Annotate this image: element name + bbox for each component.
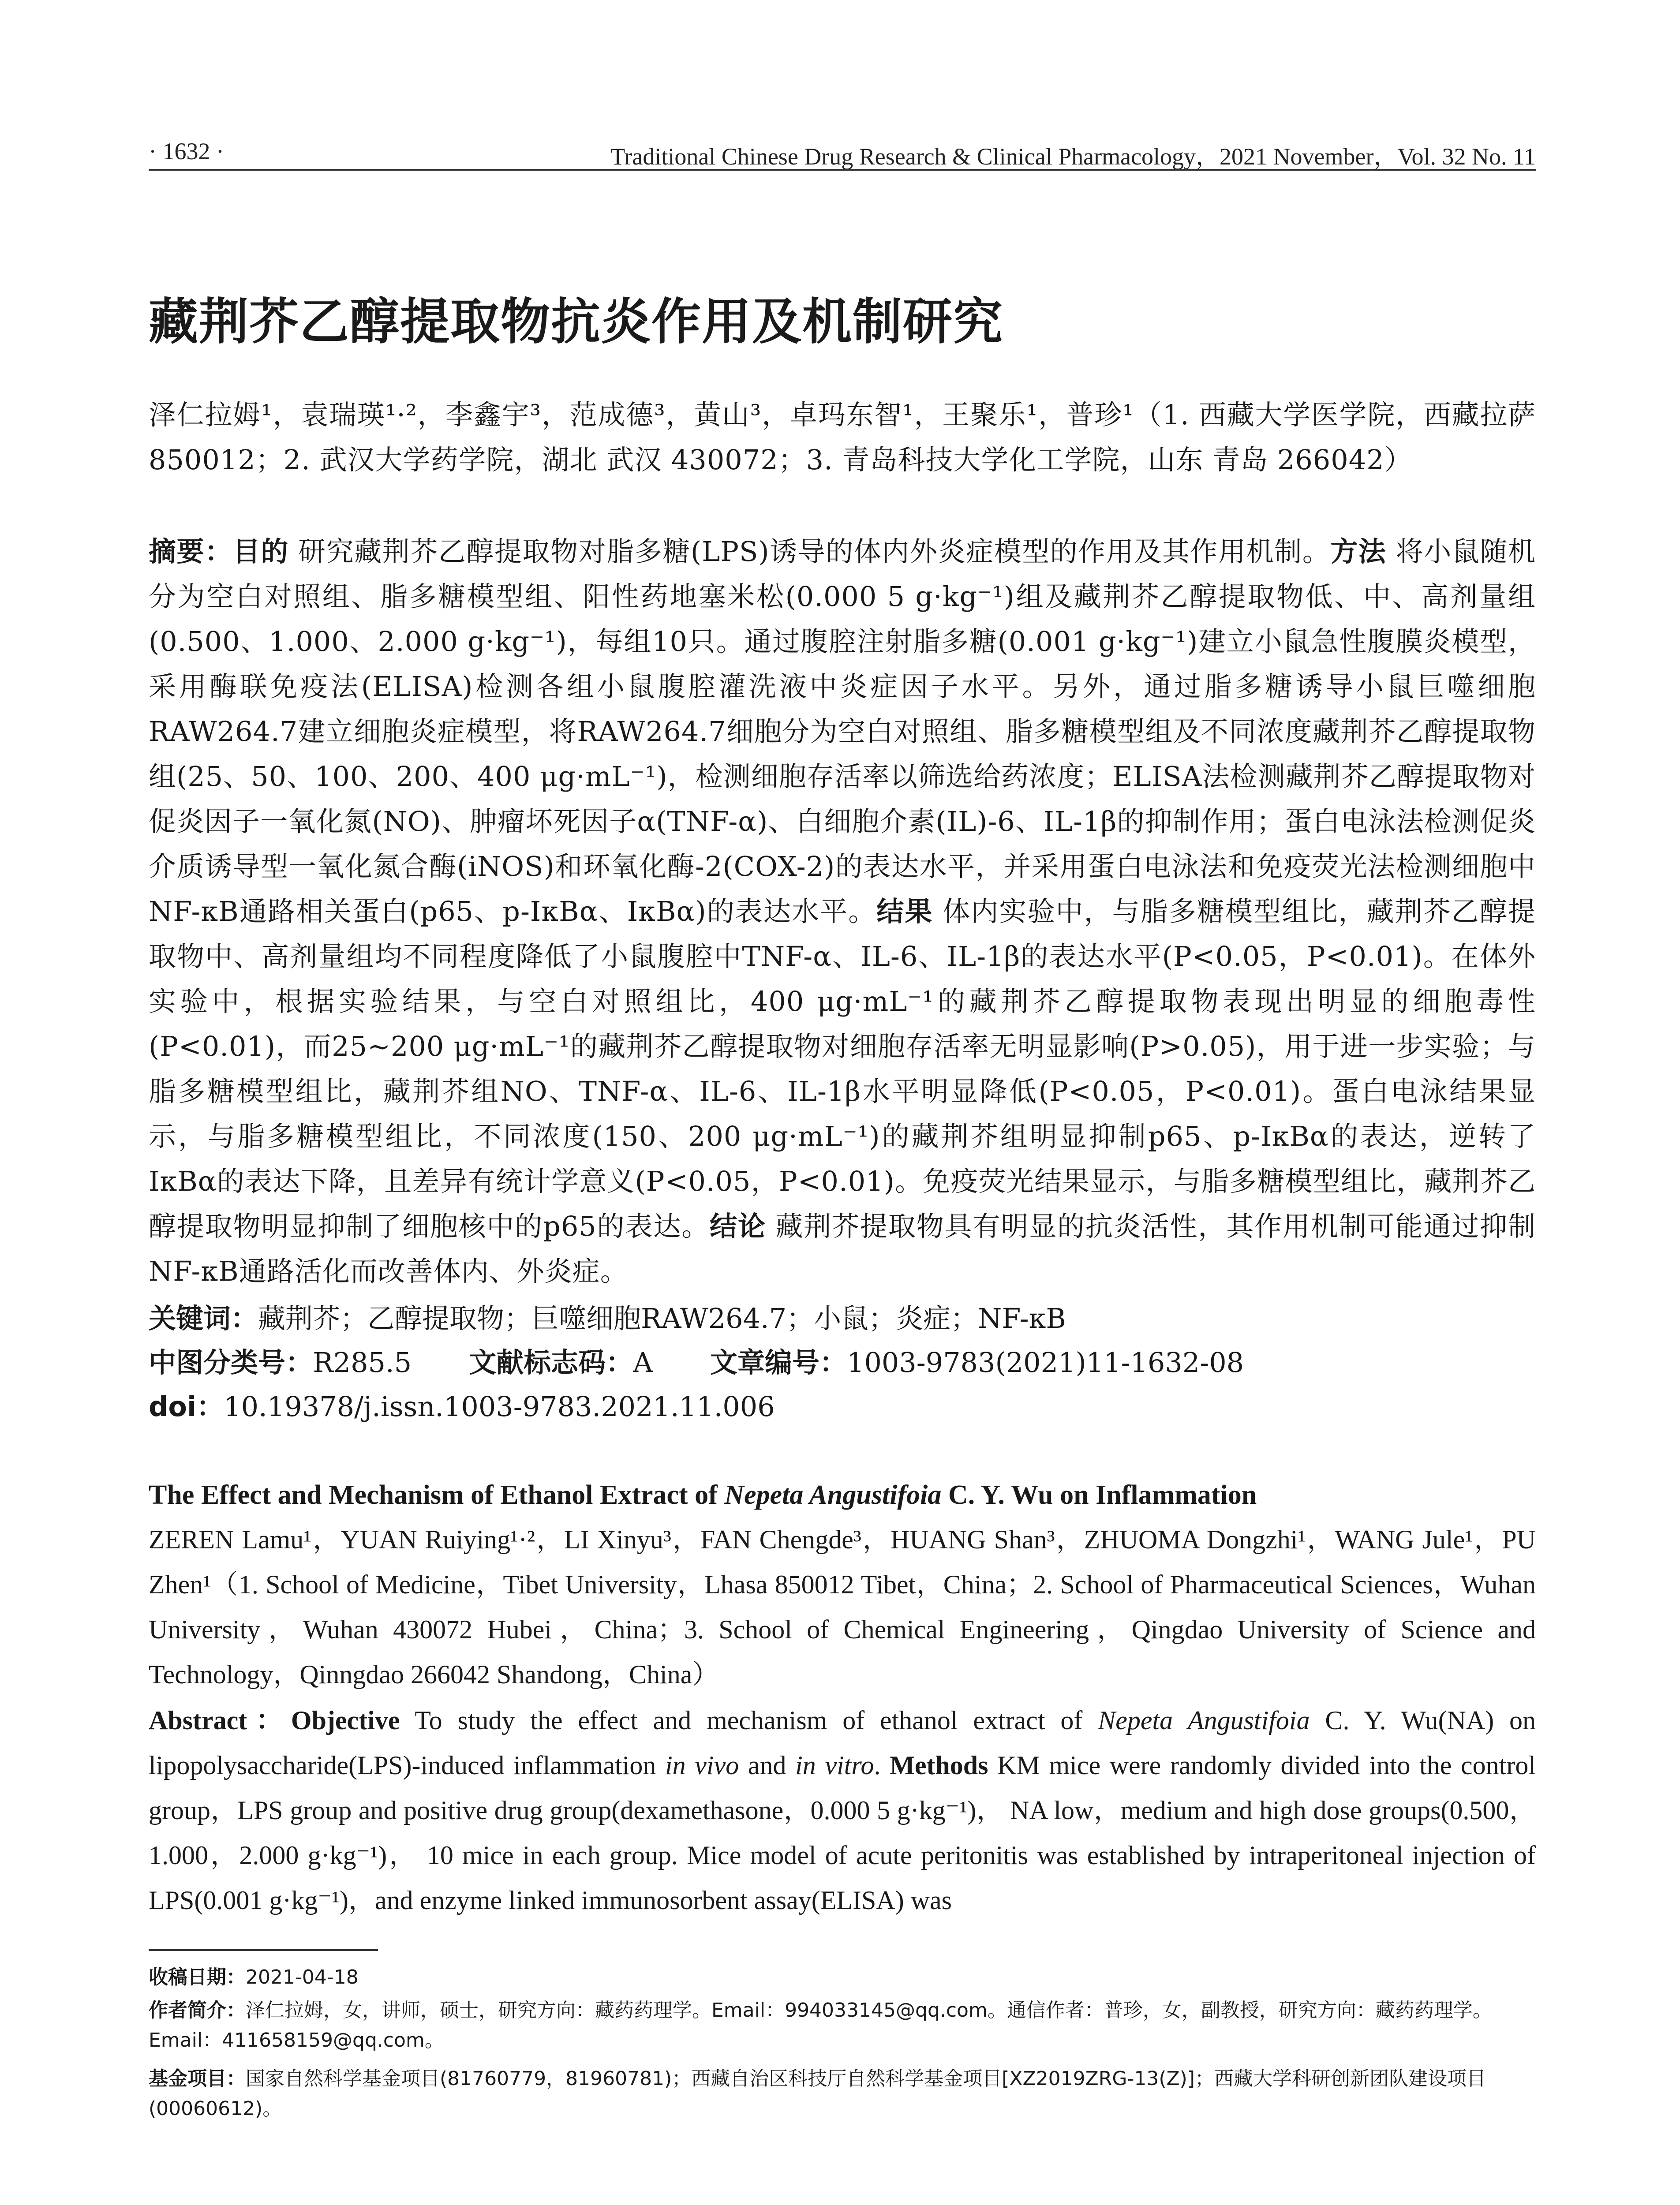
objective-en-species: Nepeta Angustifoia: [1098, 1706, 1310, 1735]
conclusion-label: 结论: [710, 1210, 766, 1242]
doc-code-label: 文献标志码：: [469, 1346, 633, 1379]
keywords-cn: [149, 1297, 1536, 1341]
journal-info: Traditional Chinese Drug Research & Clinical Pharmacology，2021 November，Vol. 32 No. 11: [610, 143, 1536, 170]
keywords-value: 藏荆芥；乙醇提取物；巨噬细胞RAW264.7；小鼠；炎症；NF-κB: [258, 1302, 1066, 1334]
author-bio-label: 作者简介：: [149, 1999, 246, 2022]
article-number-label: 文章编号：: [710, 1346, 847, 1379]
fund-label: 基金项目：: [149, 2067, 246, 2090]
keywords-label: 关键词：: [149, 1302, 258, 1334]
abstract-en-label: Abstract：: [149, 1706, 291, 1735]
article-number-value: 1003-9783(2021)11-1632-08: [847, 1346, 1244, 1379]
running-header: [149, 138, 1536, 168]
paper-title-en: [149, 1473, 1536, 1517]
classification-line: [149, 1341, 1536, 1385]
authors-en: ZEREN Lamu¹，YUAN Ruiying¹·²，LI Xinyu³，FAN Chengde³，HUANG Shan³，ZHUOMA Dongzhi¹，WANG Jule¹，PU Zhen¹（1. School of Medicine，Tibet University，Lhasa 850012 Tibet，China；2. School of Pharmaceutical Sciences，Wuhan University，Wuhan 430072 Hubei，China；3. School of Chemical Engineering，Qingdao University of Science and Technology，Qinngdao 266042 Shandong，China）: [149, 1525, 1536, 1689]
header-rule: [149, 169, 1536, 171]
period-text: .: [874, 1751, 890, 1780]
title-en-suffix: C. Y. Wu on Inflammation: [941, 1480, 1257, 1510]
abstract-label: 摘要：: [149, 535, 233, 568]
abstract-en: [149, 1698, 1536, 1923]
objective-label: 目的: [232, 535, 289, 568]
objective-en-label: Objective: [291, 1706, 400, 1735]
footnote-author: [149, 1996, 1536, 2056]
objective-en-text-a: To study the effect and mechanism of ethanol extract of: [400, 1706, 1098, 1735]
methods-en-label: Methods: [890, 1751, 988, 1780]
results-text: 体内实验中，与脂多糖模型组比，藏荆芥乙醇提取物中、高剂量组均不同程度降低了小鼠腹腔中TNF-α、IL-6、IL-1β的表达水平(P<0.05，P<0.01)。在体外实验中，根据实验结果，与空白对照组比，400 μg·mL⁻¹的藏荆芥乙醇提取物表现出明显的细胞毒性(P<0.01)，而25~200 μg·mL⁻¹的藏荆芥乙醇提取物对细胞存活率无明显影响(P>0.05)，用于进一步实验；与脂多糖模型组比，藏荆芥组NO、TNF-α、IL-6、IL-1β水平明显降低(P<0.05，P<0.01)。蛋白电泳结果显示，与脂多糖模型组比，不同浓度(150、200 μg·mL⁻¹)的藏荆芥组明显抑制p65、p-IκBα的表达，逆转了IκBα的表达下降，且差异有统计学意义(P<0.05，P<0.01)。免疫荧光结果显示，与脂多糖模型组比，藏荆芥乙醇提取物明显抑制了细胞核中的p65的表达。: [149, 895, 1536, 1242]
methods-en-text: KM mice were randomly divided into the control group，LPS group and positive drug group(dexamethasone，0.000 5 g·kg⁻¹)， NA low，medium and high dose groups(0.500，1.000，2.000 g·kg⁻¹)， 10 mice in each group. Mice model of acute peritonitis was established by intraperitoneal injection of LPS(0.001 g·kg⁻¹)，and enzyme linked immunosorbent assay(ELISA) was: [149, 1751, 1536, 1915]
title-en-prefix: The Effect and Mechanism of Ethanol Extract of: [149, 1480, 725, 1510]
in-vivo-text: in vivo: [665, 1751, 739, 1780]
authors-cn: 泽仁拉姆¹，袁瑞瑛¹·²，李鑫宇³，范成德³，黄山³，卓玛东智¹，王聚乐¹，普珍¹（1. 西藏大学医学院，西藏拉萨 850012；2. 武汉大学药学院，湖北 武汉 430072；3. 青岛科技大学化工学院，山东 青岛 266042）: [149, 399, 1536, 476]
footnote-rule: [149, 1949, 378, 1951]
received-value: 2021-04-18: [246, 1966, 359, 1988]
and-text: and: [739, 1751, 796, 1780]
received-label: 收稿日期：: [149, 1966, 246, 1988]
in-vitro-text: in vitro: [795, 1751, 874, 1780]
doi-label: doi：: [149, 1390, 224, 1423]
clc-label: 中图分类号：: [149, 1346, 313, 1379]
methods-label: 方法: [1330, 535, 1387, 568]
page-number: · 1632 ·: [149, 138, 224, 164]
fund-text: 国家自然科学基金项目(81760779，81960781)；西藏自治区科技厅自然科学基金项目[XZ2019ZRG-13(Z)]；西藏大学科研创新团队建设项目(00060612)。: [149, 2067, 1486, 2120]
footnote-fund: [149, 2064, 1536, 2124]
title-en-species: Nepeta Angustifoia: [724, 1480, 942, 1510]
results-label: 结果: [876, 895, 933, 927]
footnote-received: [149, 1962, 1536, 1992]
author-bio-text: 泽仁拉姆，女，讲师，硕士，研究方向：藏药药理学。Email：994033145@qq.com。通信作者：普珍，女，副教授，研究方向：藏药药理学。Email：411658159@qq.com。: [149, 1999, 1492, 2052]
clc-value: R285.5: [313, 1346, 412, 1379]
methods-text: 将小鼠随机分为空白对照组、脂多糖模型组、阳性药地塞米松(0.000 5 g·kg⁻¹)组及藏荆芥乙醇提取物低、中、高剂量组(0.500、1.000、2.000 g·kg⁻¹)，每组10只。通过腹腔注射脂多糖(0.001 g·kg⁻¹)建立小鼠急性腹膜炎模型，采用酶联免疫法(ELISA)检测各组小鼠腹腔灌洗液中炎症因子水平。另外，通过脂多糖诱导小鼠巨噬细胞RAW264.7建立细胞炎症模型，将RAW264.7细胞分为空白对照组、脂多糖模型组及不同浓度藏荆芥乙醇提取物组(25、50、100、200、400 μg·mL⁻¹)，检测细胞存活率以筛选给药浓度；ELISA法检测藏荆芥乙醇提取物对促炎因子一氧化氮(NO)、肿瘤坏死因子α(TNF-α)、白细胞介素(IL)-6、IL-1β的抑制作用；蛋白电泳法检测促炎介质诱导型一氧化氮合酶(iNOS)和环氧化酶-2(COX-2)的表达水平，并采用蛋白电泳法和免疫荧光法检测细胞中NF-κB通路相关蛋白(p65、p-IκBα、IκBα)的表达水平。: [149, 535, 1536, 927]
doi-value: 10.19378/j.issn.1003-9783.2021.11.006: [224, 1390, 775, 1423]
doi-line: [149, 1385, 1536, 1429]
objective-en-text-b: C. Y. Wu(NA) on lipopolysaccharide(LPS)-induced inflammation: [149, 1706, 1536, 1780]
doc-code-value: A: [633, 1346, 653, 1379]
paper-title-cn: 藏荆芥乙醇提取物抗炎作用及机制研究: [149, 293, 1003, 351]
conclusion-text: 藏荆芥提取物具有明显的抗炎活性，其作用机制可能通过抑制NF-κB通路活化而改善体内、外炎症。: [149, 1210, 1536, 1287]
objective-text: 研究藏荆芥乙醇提取物对脂多糖(LPS)诱导的体内外炎症模型的作用及其作用机制。: [298, 535, 1331, 568]
abstract-cn: [149, 529, 1536, 1294]
